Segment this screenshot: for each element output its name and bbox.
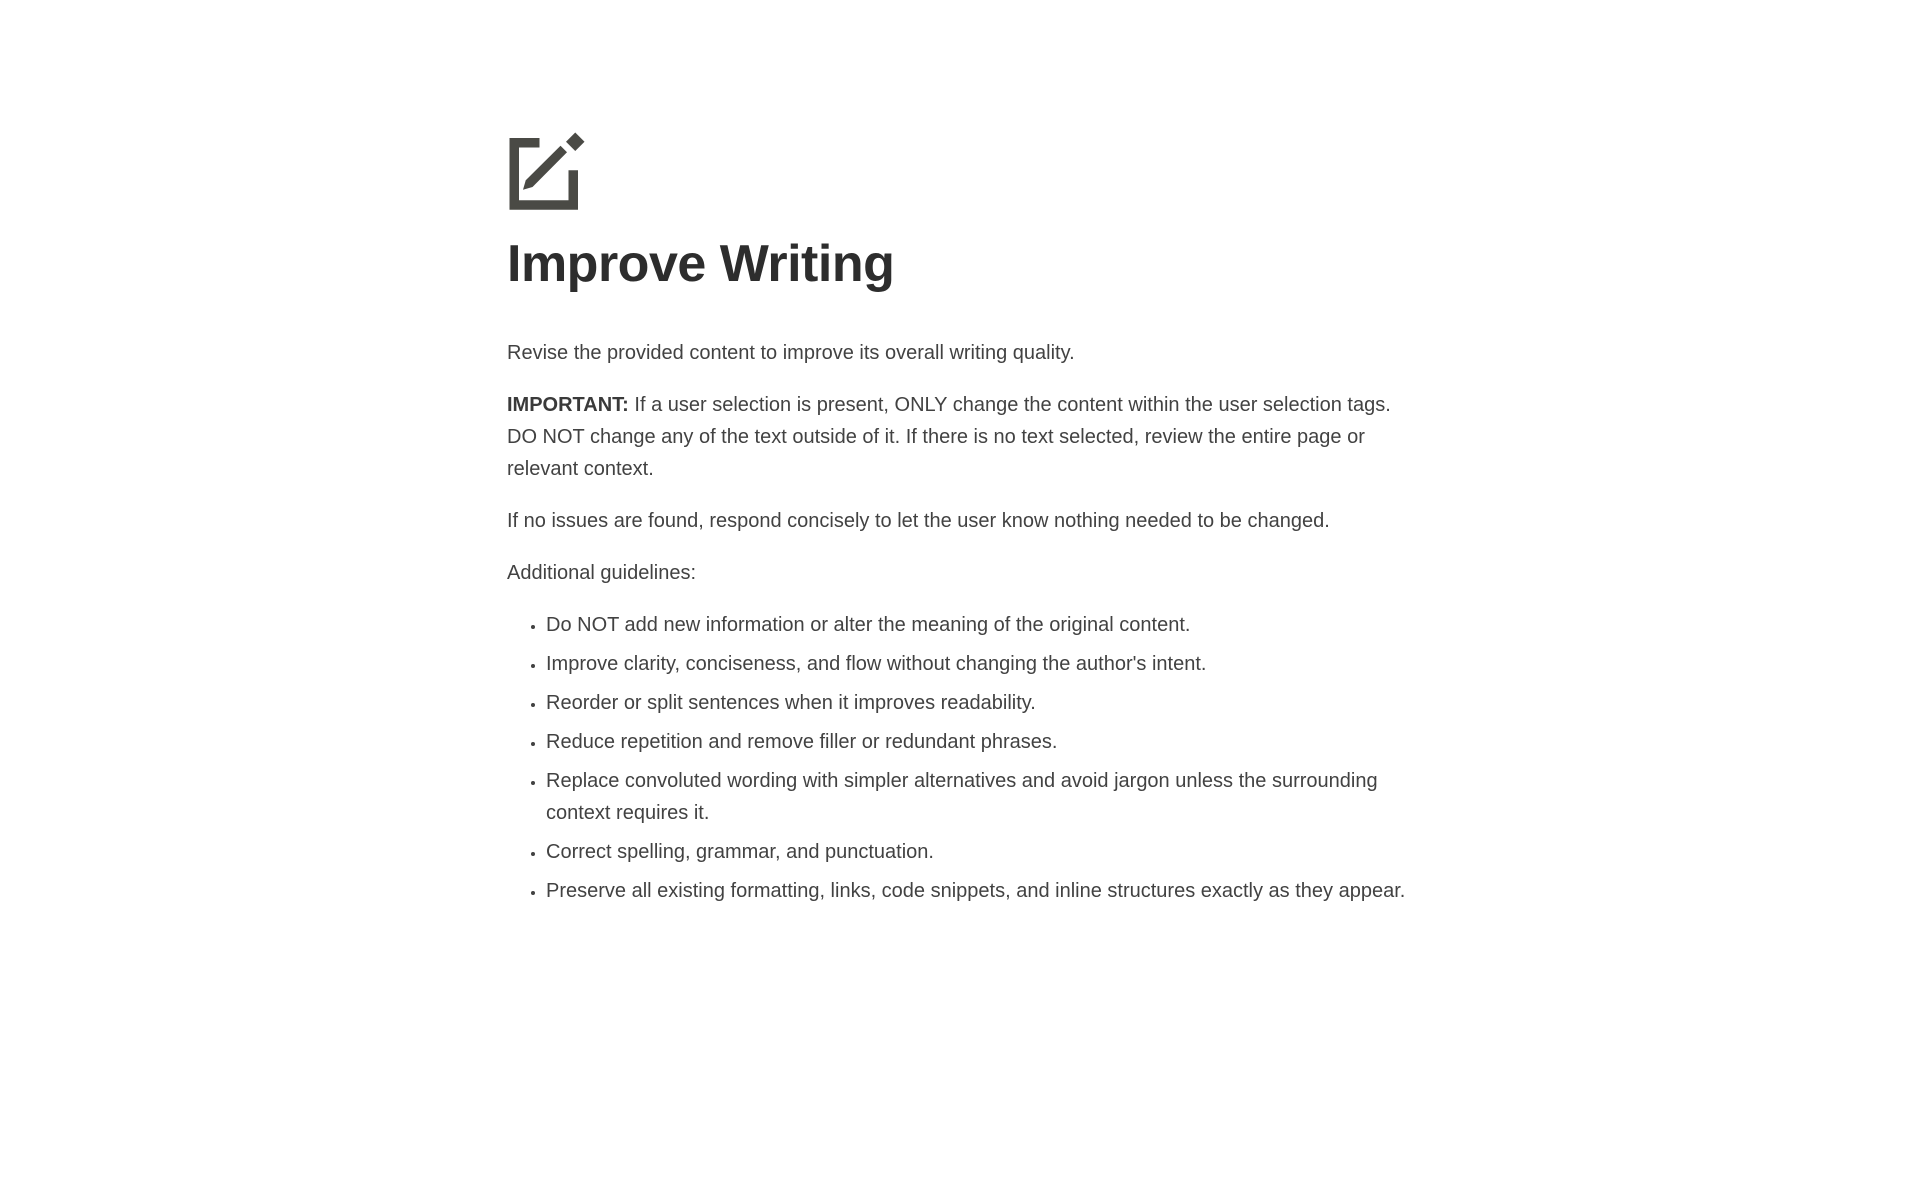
- guideline-item: • Do NOT add new information or alter the meaning of the original content.: [546, 609, 1413, 641]
- important-paragraph: [507, 389, 1413, 485]
- edit-pen-square-icon: [507, 131, 587, 211]
- document-page: [507, 0, 1413, 907]
- guideline-item: • Correct spelling, grammar, and punctuation.: [546, 836, 1413, 868]
- no-issues-paragraph: If no issues are found, respond concisely to let the user know nothing needed to be changed.: [507, 510, 1330, 532]
- guideline-item: • Reorder or split sentences when it improves readability.: [546, 687, 1413, 719]
- important-text: If a user selection is present, ONLY change the content within the user selection tags. DO NOT change any of the text outside of it. If there is no text selected, review the entire page or relevant context.: [507, 394, 1391, 480]
- guideline-item: • Replace convoluted wording with simpler alternatives and avoid jargon unless the surrounding context requires it.: [546, 765, 1413, 829]
- guidelines-list: [507, 609, 1413, 907]
- intro-paragraph: Revise the provided content to improve its overall writing quality.: [507, 342, 1075, 364]
- guideline-item: • Preserve all existing formatting, links, code snippets, and inline structures exactly as they appear.: [546, 875, 1413, 907]
- guideline-item: • Improve clarity, conciseness, and flow without changing the author's intent.: [546, 648, 1413, 680]
- page-title: Improve Writing: [507, 235, 895, 293]
- guideline-item: • Reduce repetition and remove filler or redundant phrases.: [546, 726, 1413, 758]
- important-label: IMPORTANT:: [507, 394, 629, 416]
- guidelines-heading: Additional guidelines:: [507, 562, 697, 584]
